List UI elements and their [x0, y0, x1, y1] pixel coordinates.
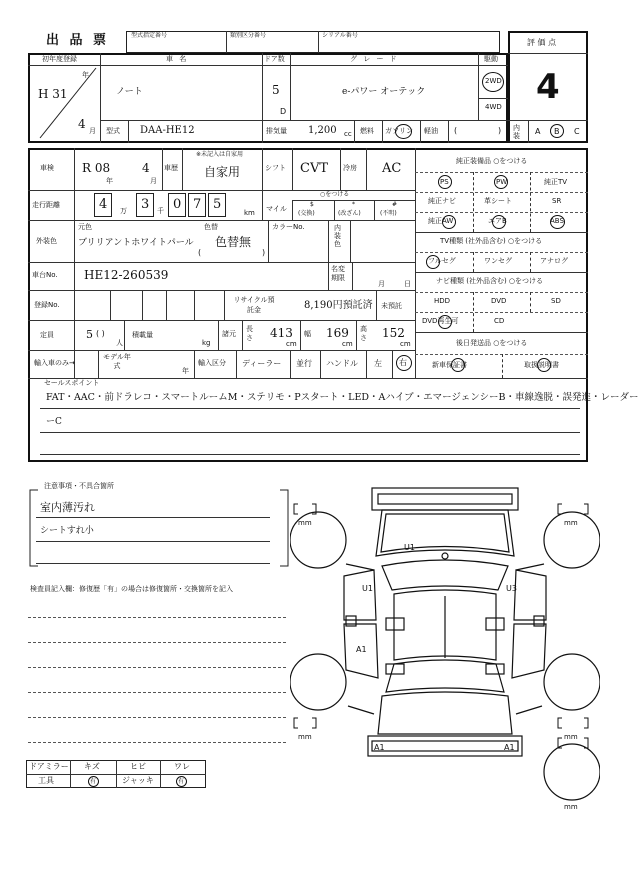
fuel-paren-close: )	[498, 126, 502, 135]
tv-title: TV種類 (社外品含む) ○をつける	[440, 237, 543, 245]
nav-dvd-play: DVD再生可	[422, 317, 459, 325]
history-label: 車歴	[164, 164, 178, 172]
score-value: 4	[536, 67, 560, 107]
nc-day-unit: 日	[404, 280, 411, 288]
width-value: 169	[326, 326, 349, 340]
capacity-unit: 人	[116, 339, 123, 347]
equip-ps: PS	[440, 178, 449, 186]
mileage-digit-3: 0	[173, 197, 182, 212]
capacity-paren: ( )	[96, 329, 105, 338]
fuel-diesel: 軽油	[424, 127, 438, 135]
car-diagram-drawing	[290, 470, 600, 810]
inspection-year-unit: 年	[106, 177, 113, 185]
fuel-label: 燃料	[360, 127, 374, 135]
mark-hood: U1	[404, 543, 415, 552]
legend-break: ワレ	[174, 762, 190, 771]
fuel-paren-open: (	[454, 126, 458, 135]
equip-airbag: エアB	[488, 217, 507, 225]
star-mark: *	[352, 201, 355, 208]
km-unit: km	[244, 209, 255, 217]
first-reg-label: 初年度登録	[42, 55, 77, 63]
equipment-title: 純正装備品 ○をつける	[456, 157, 528, 165]
inspection-month-unit: 月	[150, 177, 157, 185]
mileage-digit-1: 4	[99, 197, 108, 212]
door-type: D	[280, 107, 287, 116]
model-value: DAA-HE12	[140, 125, 195, 136]
mm-rl: mm	[298, 733, 312, 741]
model-designation-label: 型式指定番号	[131, 32, 168, 39]
mileage-circle-note: ○をつける	[320, 191, 350, 198]
nc-month-unit: 月	[378, 280, 385, 288]
category-label: 類別区分番号	[230, 32, 267, 39]
interior-c: C	[574, 127, 580, 136]
color-change-label: 色替	[204, 223, 218, 231]
parallel-option: 並行	[296, 359, 312, 368]
capacity-label: 定員	[40, 331, 54, 339]
mileage-digit-2: 3	[141, 197, 150, 212]
equip-leather: 革シート	[484, 197, 512, 205]
notes-label: 注意事項・不具合箇所	[44, 482, 114, 490]
first-reg-year: H 31	[38, 87, 68, 101]
equip-sr: SR	[552, 197, 562, 205]
inspection-month: 4	[142, 161, 150, 175]
capacity-value: 5	[86, 328, 93, 341]
mm-rr: mm	[564, 733, 578, 741]
sen-unit: 千	[157, 207, 164, 215]
legend-scratch: キズ	[84, 762, 100, 771]
recycle-label: リサイクル預託金	[233, 296, 275, 314]
ac-value: AC	[382, 161, 402, 176]
dollar-mark: $	[310, 201, 314, 208]
length-cm: cm	[286, 340, 297, 348]
interior-color-label: 内装色	[334, 224, 341, 248]
length-label: 長さ	[246, 325, 253, 342]
cc-unit: cc	[344, 130, 352, 138]
tv-fullseg: フルセグ	[428, 257, 456, 265]
height-label: 高さ	[360, 325, 367, 342]
color-no-label: カラーNo.	[272, 223, 305, 231]
tampered-label: (改ざん)	[338, 210, 361, 217]
equip-abs: ABS	[550, 217, 564, 225]
first-reg-month: 4	[78, 117, 86, 131]
displacement-value: 1,200	[308, 125, 337, 136]
man-unit: 万	[120, 207, 127, 215]
mark-rear-right: A1	[504, 743, 515, 752]
length-value: 413	[270, 326, 293, 340]
later-warranty: 新車保証書	[432, 361, 467, 369]
height-value: 152	[382, 326, 405, 340]
inspection-year: R 08	[82, 161, 111, 175]
later-manual: 取扱説明書	[524, 361, 559, 369]
mm-fl: mm	[298, 519, 312, 527]
interior-grade-label: 内装	[513, 124, 520, 140]
mark-left-rear: A1	[356, 645, 367, 654]
vehicle-name: ノート	[116, 87, 143, 97]
nav-title: ナビ種類 (社外品含む) ○をつける	[436, 277, 544, 285]
hash-mark: #	[392, 201, 398, 208]
nav-dvd: DVD	[491, 297, 507, 305]
shift-value: CVT	[300, 161, 329, 176]
legend-jack: ジャッキ	[122, 776, 154, 785]
page-title: 出 品 票	[46, 33, 110, 48]
tv-analog: アナログ	[540, 257, 568, 265]
tools-yes: 有	[90, 778, 97, 785]
equip-pw: PW	[496, 178, 508, 186]
model-year-unit: 年	[182, 367, 189, 375]
color-paren-open: (	[198, 248, 202, 257]
fuel-gas: ガソリン	[385, 127, 413, 135]
sales-label: セールスポイント	[44, 379, 100, 387]
model-year-label: モデル年式	[103, 353, 131, 370]
equip-tv: 純正TV	[544, 178, 568, 186]
mm-fr: mm	[564, 519, 578, 527]
original-color-label: 元色	[78, 223, 92, 231]
grade-value: e-パワー オーテック	[342, 87, 426, 97]
ac-label: 冷房	[343, 164, 357, 172]
legend-crack: ヒビ	[130, 762, 146, 771]
legend-tools: 工具	[38, 776, 54, 785]
exterior-color-value: ブリリアントホワイトパール	[78, 238, 194, 248]
unknown-label: (不明)	[380, 210, 397, 217]
history-value: 自家用	[204, 165, 241, 179]
dealer-option: ディーラー	[242, 359, 282, 368]
load-unit: kg	[202, 339, 211, 347]
inspector-note: 検査員記入欄：修復歴「有」の場合は修復箇所・交換箇所を記入	[30, 585, 233, 593]
month-unit: 月	[89, 127, 96, 135]
interior-b: B	[554, 127, 560, 136]
recycle-value: 8,190円預託済	[304, 300, 373, 311]
width-label: 幅	[304, 330, 311, 338]
handle-left: 左	[374, 359, 382, 368]
sales-line-1: FAT・AAC・前ドラレコ・スマートルームM・ステリモ・Pスタート・LED・Aハイブ・エマージェンシーB・車線逸脱・誤発進・レーダー	[46, 392, 639, 403]
color-change-value: 色替無	[215, 235, 252, 249]
history-note: ※未記入は自家用	[196, 151, 244, 158]
nav-cd: CD	[494, 317, 505, 325]
exchange-label: (交換)	[298, 210, 315, 217]
name-change-label: 名変期限	[331, 265, 345, 282]
sales-line-2: ーC	[46, 417, 62, 427]
mile-label: マイル	[266, 205, 287, 213]
legend-door-mirror: ドアミラー	[29, 762, 69, 771]
drive-label: 駆動	[484, 55, 498, 63]
nav-hdd: HDD	[434, 297, 451, 305]
handle-label: ハンドル	[326, 359, 358, 368]
model-label: 型式	[106, 127, 120, 135]
interior-a: A	[535, 127, 541, 136]
score-label: 評 価 点	[527, 38, 557, 47]
mileage-digit-4: 7	[193, 197, 202, 212]
registration-label: 登録No.	[34, 301, 60, 309]
handle-right: 右	[399, 358, 407, 367]
color-paren-close: )	[262, 248, 266, 257]
mileage-digit-5: 5	[213, 197, 222, 212]
load-label: 積載量	[132, 331, 153, 339]
inspection-label: 車検	[40, 164, 54, 172]
later-title: 後日発送品 ○をつける	[456, 339, 528, 347]
jack-yes: 有	[178, 778, 185, 785]
chassis-label: 車台No.	[32, 271, 58, 279]
note-line-2: シートすれ小	[40, 526, 94, 536]
name-label: 車 名	[166, 55, 189, 63]
mark-left-front: U1	[362, 584, 373, 593]
equip-aw: 純正AW	[428, 217, 454, 225]
import-type-label: 輸入区分	[198, 359, 226, 367]
serial-label: シリアル番号	[322, 32, 358, 39]
note-line-1: 室内薄汚れ	[40, 501, 95, 514]
drive-4wd: 4WD	[485, 103, 502, 111]
displacement-label: 排気量	[266, 127, 287, 135]
doors-value: 5	[272, 83, 280, 97]
shift-label: シフト	[265, 164, 286, 172]
exterior-color-label: 外装色	[36, 237, 57, 245]
width-cm: cm	[342, 340, 353, 348]
grade-label: グ レ ー ド	[350, 55, 399, 63]
height-cm: cm	[400, 340, 411, 348]
year-unit: 年	[82, 71, 89, 79]
dims-label: 諸元	[222, 330, 236, 338]
nav-sd: SD	[551, 297, 561, 305]
mark-rear-left: A1	[374, 743, 385, 752]
drive-2wd: 2WD	[485, 77, 502, 85]
mileage-label: 走行距離	[32, 201, 60, 209]
header-id-fields	[126, 31, 500, 53]
tv-oneseg: ワンセグ	[484, 257, 512, 265]
mm-spare: mm	[564, 803, 578, 811]
chassis-value: HE12-260539	[84, 268, 169, 282]
doors-label: ドア数	[264, 55, 285, 63]
mark-right-front: U3	[506, 584, 517, 593]
import-label: 輸入車のみ→	[34, 359, 75, 367]
equip-nav: 純正ナビ	[428, 197, 456, 205]
recycle-unpaid: 未預託	[381, 302, 402, 310]
